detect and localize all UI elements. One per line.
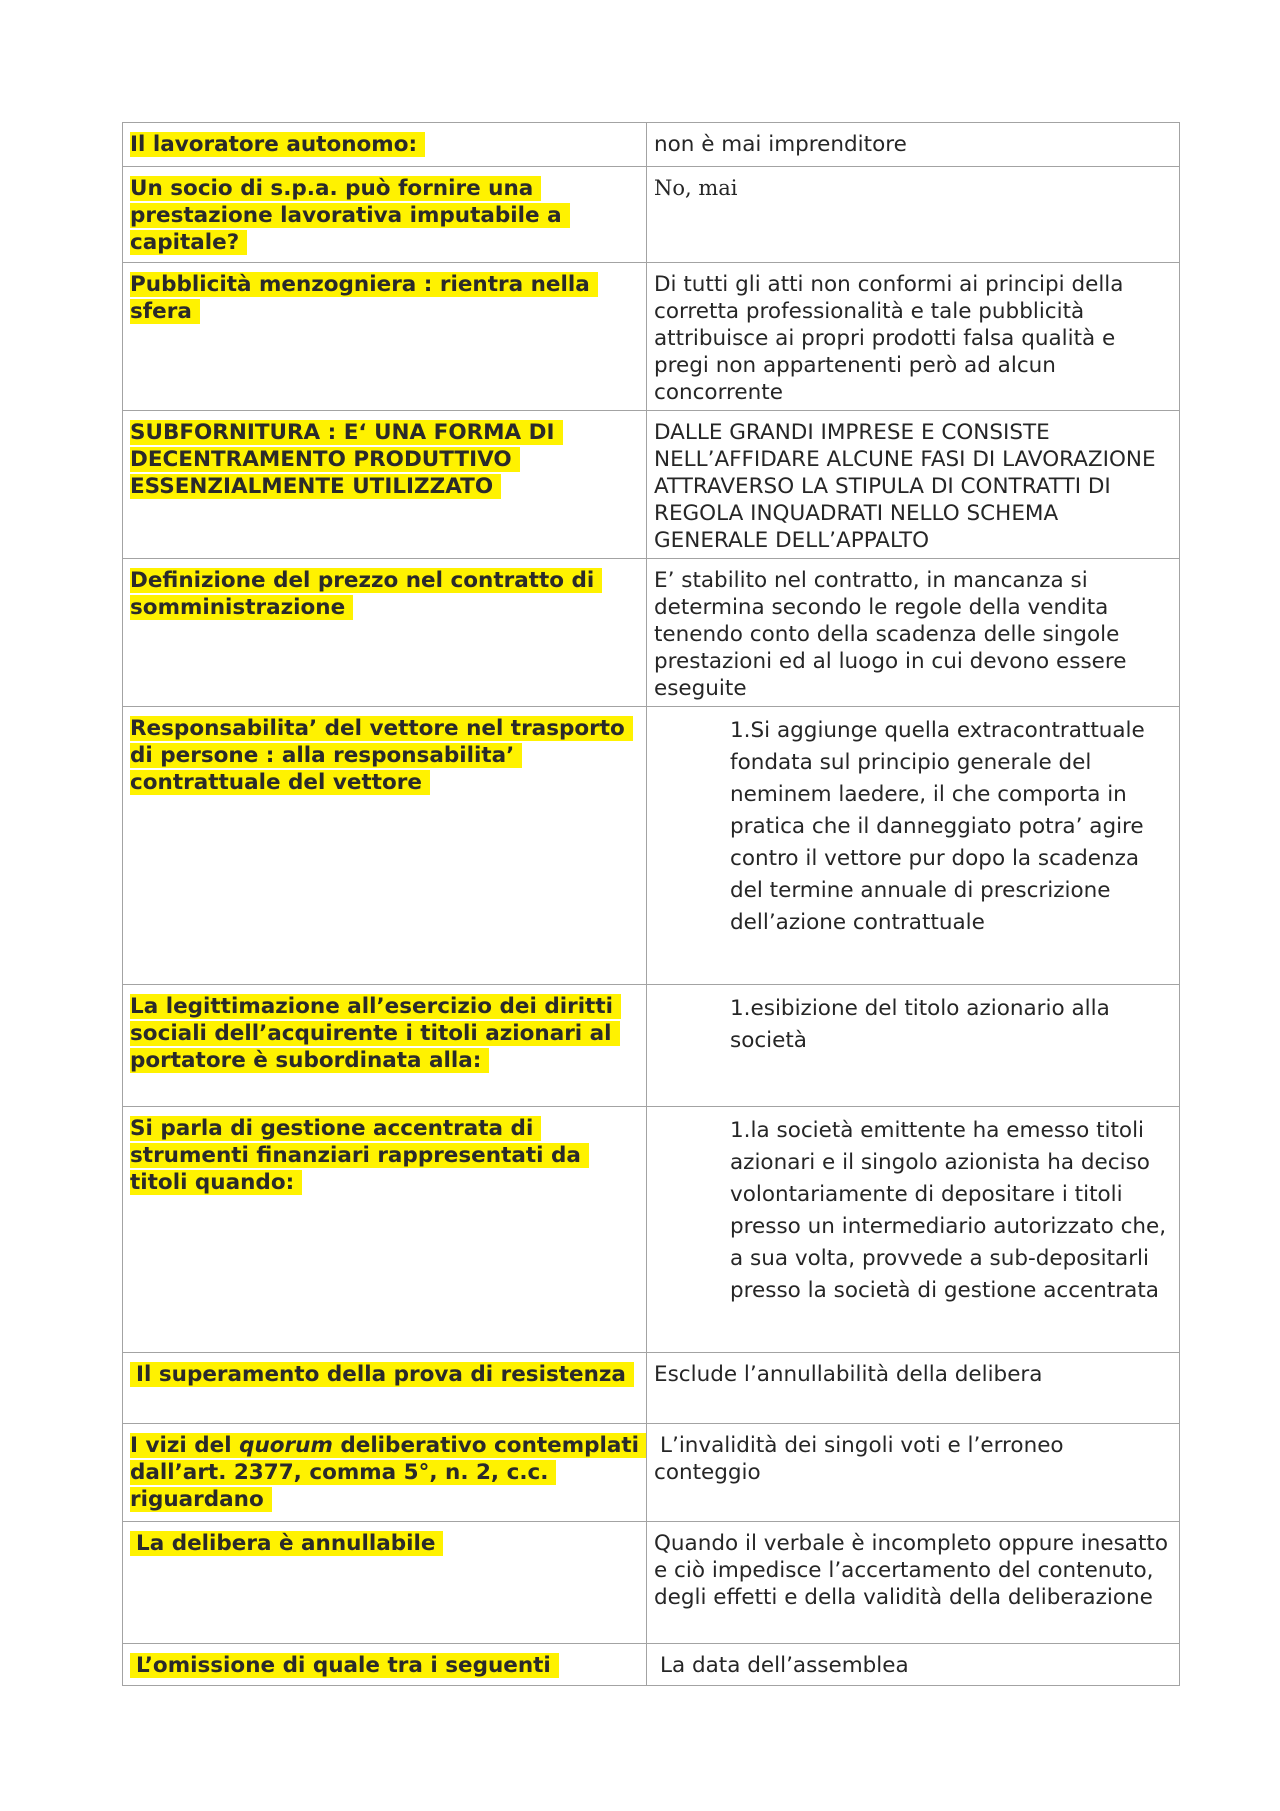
table-row xyxy=(123,559,1180,707)
answer-cell xyxy=(647,1424,1180,1522)
question-cell xyxy=(123,707,647,985)
table-row xyxy=(123,1107,1180,1353)
table-row xyxy=(123,985,1180,1107)
question-text: La delibera è annullabile xyxy=(130,1531,443,1556)
question-cell xyxy=(123,1353,647,1424)
answer-text: No, mai xyxy=(654,176,738,200)
answer-text: DALLE GRANDI IMPRESE E CONSISTE NELL’AFFIDARE ALCUNE FASI DI LAVORAZIONE ATTRAVERSO LA STIPULA DI CONTRATTI DI REGOLA INQUADRATI NELLO SCHEMA GENERALE DELL’APPALTO xyxy=(654,420,1156,553)
answer-text: 1.la società emittente ha emesso titoli azionari e il singolo azionista ha deciso volontariamente di depositare i titoli presso un intermediario autorizzato che, a sua volta, provvede a sub-depositarli presso la società di gestione accentrata xyxy=(730,1118,1167,1303)
question-cell xyxy=(123,1424,647,1522)
answer-text: 1.Si aggiunge quella extracontrattuale fondata sul principio generale del neminem laedere, il che comporta in pratica che il danneggiato potra’ agire contro il vettore pur dopo la scadenza del termine annuale di prescrizione dell’azione contrattuale xyxy=(730,718,1145,935)
answer-text: La data dell’assemblea xyxy=(660,1653,909,1678)
question-text: I vizi del quorum deliberativo contemplati dall’art. 2377, comma 5°, n. 2, c.c. riguardano xyxy=(130,1433,647,1512)
question-text: Il superamento della prova di resistenza xyxy=(130,1362,634,1387)
question-cell xyxy=(123,1522,647,1644)
answer-text: Quando il verbale è incompleto oppure inesatto e ciò impedisce l’accertamento del contenuto, degli effetti e della validità della deliberazione xyxy=(654,1531,1168,1610)
table-row xyxy=(123,123,1180,167)
question-text: L’omissione di quale tra i seguenti xyxy=(130,1653,559,1678)
table-row xyxy=(123,1424,1180,1522)
table-row xyxy=(123,167,1180,263)
answer-cell xyxy=(647,985,1180,1107)
question-cell xyxy=(123,167,647,263)
question-text: Si parla di gestione accentrata di strumenti finanziari rappresentati da titoli quando: xyxy=(130,1116,589,1195)
table-row xyxy=(123,1644,1180,1686)
answer-text: E’ stabilito nel contratto, in mancanza si determina secondo le regole della vendita tenendo conto della scadenza delle singole prestazioni ed al luogo in cui devono essere eseguite xyxy=(654,568,1127,701)
qa-table xyxy=(122,122,1180,1686)
table-row xyxy=(123,1522,1180,1644)
table-row xyxy=(123,707,1180,985)
question-text: SUBFORNITURA : E‘ UNA FORMA DI DECENTRAMENTO PRODUTTIVO ESSENZIALMENTE UTILIZZATO xyxy=(130,420,563,499)
answer-cell xyxy=(647,707,1180,985)
question-cell xyxy=(123,559,647,707)
answer-text: 1.esibizione del titolo azionario alla società xyxy=(730,996,1110,1053)
question-text: Definizione del prezzo nel contratto di somministrazione xyxy=(130,568,602,620)
table-row xyxy=(123,263,1180,411)
answer-cell xyxy=(647,167,1180,263)
answer-text: non è mai imprenditore xyxy=(654,132,907,157)
table-row xyxy=(123,1353,1180,1424)
question-cell xyxy=(123,1644,647,1686)
question-cell xyxy=(123,123,647,167)
answer-cell xyxy=(647,411,1180,559)
question-text: Responsabilita’ del vettore nel trasporto di persone : alla responsabilita’ contrattuale del vettore xyxy=(130,716,633,795)
question-text: Un socio di s.p.a. può fornire una prestazione lavorativa imputabile a capitale? xyxy=(130,176,570,255)
answer-cell xyxy=(647,1107,1180,1353)
answer-cell xyxy=(647,123,1180,167)
question-text: La legittimazione all’esercizio dei diritti sociali dell’acquirente i titoli azionari al portatore è subordinata alla: xyxy=(130,994,621,1073)
answer-text: Di tutti gli atti non conformi ai principi della corretta professionalità e tale pubblicità attribuisce ai propri prodotti falsa qualità e pregi non appartenenti però ad alcun concorrente xyxy=(654,272,1124,405)
question-cell xyxy=(123,985,647,1107)
answer-cell xyxy=(647,1522,1180,1644)
question-cell xyxy=(123,411,647,559)
answer-text: L’invalidità dei singoli voti e l’erroneo conteggio xyxy=(654,1433,1064,1485)
question-text: Il lavoratore autonomo: xyxy=(130,132,425,157)
question-cell xyxy=(123,263,647,411)
answer-cell xyxy=(647,1353,1180,1424)
answer-cell xyxy=(647,263,1180,411)
question-cell xyxy=(123,1107,647,1353)
quorum-emphasis: quorum xyxy=(239,1433,333,1458)
table-row xyxy=(123,411,1180,559)
answer-cell xyxy=(647,559,1180,707)
answer-text: Esclude l’annullabilità della delibera xyxy=(654,1362,1043,1387)
answer-cell xyxy=(647,1644,1180,1686)
question-text: Pubblicità menzogniera : rientra nella sfera xyxy=(130,272,598,324)
